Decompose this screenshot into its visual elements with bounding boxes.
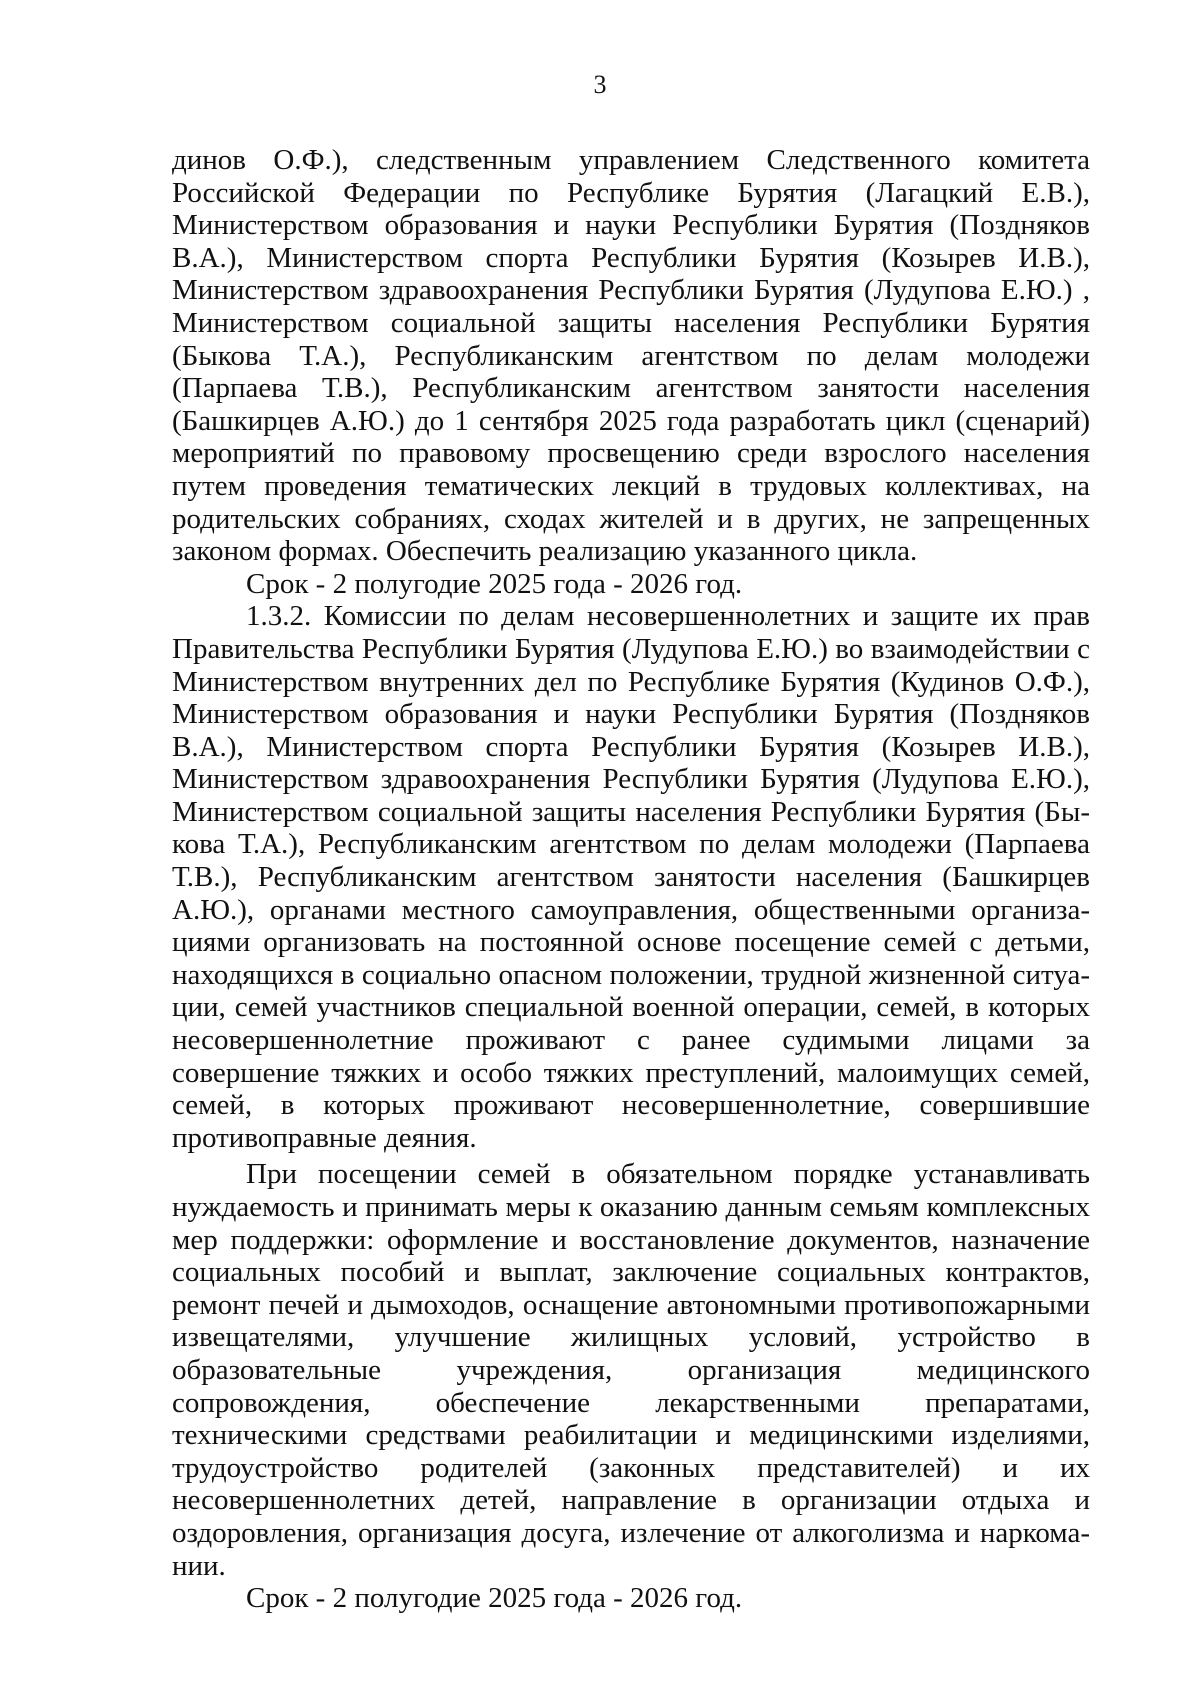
page-number: 3 — [593, 70, 607, 99]
paragraph-support-measures: При посещении семей в обязательном порядке устанавливать нуждаемость и принимать меры к оказанию данным семьям комплексных мер поддержки: оформление и восстановление документов, назначение социальных пособий и выплат, заключение социальных контрактов, ремонт печей и дымоходов, оснащение автономными противопожарными извещателями, улучшение жилищных условий, устройство в образовательные учреждения, организация медицинского сопровождения, обеспечение лекарственными препаратами, техническими средствами реабилитации и медицинскими изделиями, трудоустройство родителей (законных представителей) и их несовершеннолетних детей, направление в организации отдыха и оздоровления, организация досуга, излечение от алкоголизма и наркомании. — [172, 1158, 1090, 1582]
paragraph-continuation: динов О.Ф.), следственным управлением Следственного комитета Российской Федерации по Республике Бурятия (Лагацкий Е.В.), Министерством образования и науки Республики Бурятия (Поздняков В.А.), Министерством спорта Республики Бурятия (Козырев И.В.), Министерством здравоохранения Республики Бурятия (Лудупова Е.Ю.) , Министерством социальной защиты населения Республики Бурятия (Быкова Т.А.), Республиканским агентством по делам молодежи (Парпаева Т.В.), Республиканским агентством занятости населения (Башкирцев А.Ю.) до 1 сентября 2025 года разработать цикл (сценарий) мероприятий по правовому просвещению среди взрослого населения путем проведения тематических лекций в трудовых коллективах, на родительских собраниях, сходах жителей и в других, не запрещенных законом формах. Обеспечить реализацию указанного цикла. — [172, 144, 1090, 568]
paragraph-item-1-3-2: 1.3.2. Комиссии по делам несовершеннолетних и защите их прав Правительства Республики Бурятия (Лудупова Е.Ю.) во взаимодействии с Министерством внутренних дел по Республике Бурятия (Кудинов О.Ф.), Министерством образования и науки Республики Бурятия (Поздняков В.А.), Министерством спорта Республики Бурятия (Козырев И.В.), Министерством здравоохранения Республики Бурятия (Лудупова Е.Ю.), Министерством социальной защиты населения Республики Бурятия (Быкова Т.А.), Республиканским агентством по делам молодежи (Парпаева Т.В.), Республиканским агентством занятости населения (Башкирцев А.Ю.), органами местного самоуправления, общественными организациями организовать на постоянной основе посещение семей с детьми, находящихся в социально опасном положении, трудной жизненной ситуации, семей участников специальной военной операции, семей, в которых несовершеннолетние проживают с ранее судимыми лицами за совершение тяжких и особо тяжких преступлений, малоимущих семей, семей, в которых проживают несовершеннолетние, совершившие противоправные деяния. — [172, 600, 1090, 1154]
paragraph-deadline-1: Срок - 2 полугодие 2025 года - 2026 год. — [246, 567, 743, 600]
paragraph-deadline-2: Срок - 2 полугодие 2025 года - 2026 год. — [246, 1582, 743, 1615]
document-body — [172, 144, 1090, 1615]
